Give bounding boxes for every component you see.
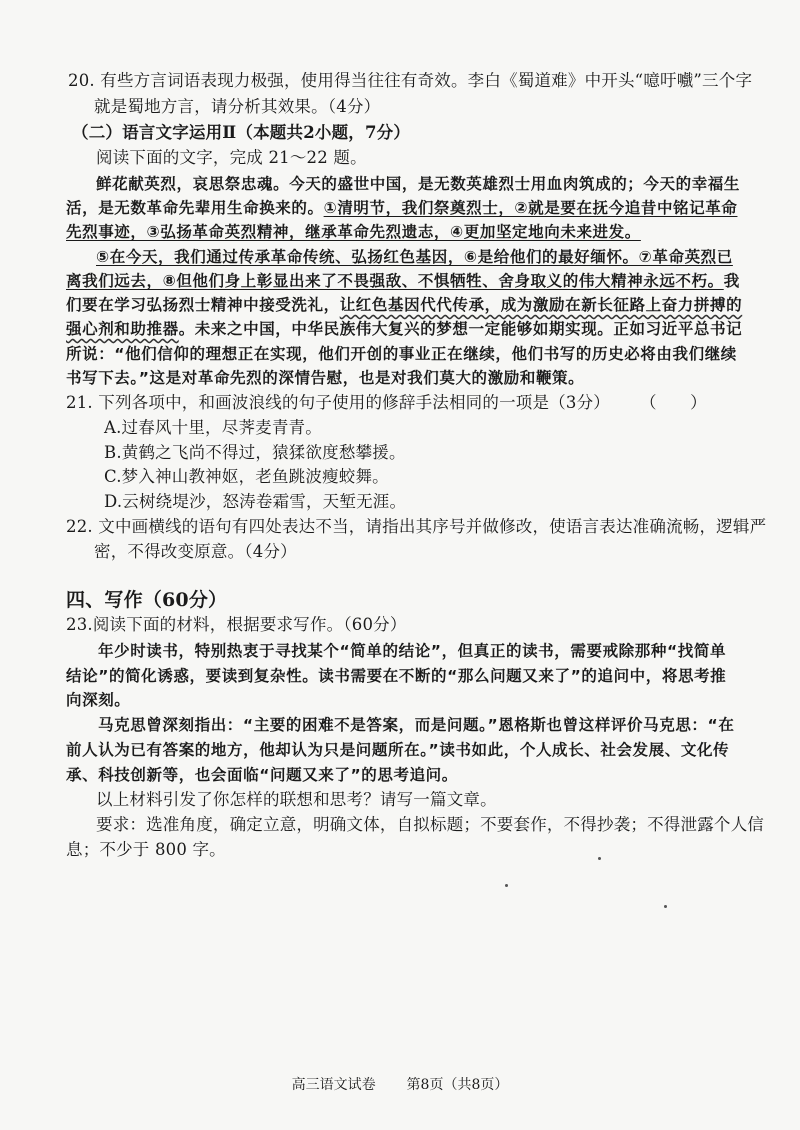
passage-p1-line-3 [66,221,641,243]
q21-option-d: D.云树绕堤沙，怒涛卷霜雪，天堑无涯。 [104,492,407,511]
material-p1-line-2: 结论”的简化诱惑，要读到复杂性。读书需要在不断的“那么问题又来了”的追问中，将思考推 [66,667,727,685]
passage-p2-line-6: 书写下去。”这是对革命先烈的深情告慰，也是对我们莫大的激励和鞭策。 [66,369,585,387]
passage-wavy-2: 强心剂和助推器 [66,320,179,338]
passage-underlined-2: 先烈事迹，③弘扬革命英烈精神，继承革命先烈遗志，④更加坚定地向未来进发。 [66,223,641,241]
passage-p1-line-2a: 活，是无数革命先辈用生命换来的。 [66,199,324,217]
material-p2-line-1: 马克思曾深刻指出：“主要的困难不是答案，而是问题。”恩格斯也曾这样评价马克思：“在 [98,716,735,734]
passage-underlined-4: 离我们远去，⑧但他们身上彰显出来了不畏强敌、不惧牺牲、舍身取义的伟大精神永远不朽。 [66,272,724,290]
footer-exam-title: 高三语文试卷 [291,1077,376,1093]
section-2-heading: （二）语言文字运用Ⅱ（本题共2小题，7分） [72,123,411,142]
writing-prompt: 以上材料引发了你怎样的联想和思考？请写一篇文章。 [96,790,497,809]
q21-option-a: A.过春风十里，尽荠麦青青。 [104,418,322,437]
writing-requirements-line-1: 要求：选准角度，确定立意，明确文体，自拟标题；不要套作，不得抄袭；不得泄露个人信 [96,815,764,834]
section-2-instruction: 阅读下面的文字，完成 21～22 题。 [96,148,367,167]
q21-option-c: C.梦入神山教神妪，老鱼跳波瘦蛟舞。 [104,467,389,486]
material-p2-line-3: 承、科技创新等，也会面临“问题又来了”的思考追问。 [66,766,458,784]
material-p1-line-1: 年少时读书，特别热衷于寻找某个“简单的结论”，但真正的读书，需要戒除那种“找简单 [98,642,727,660]
passage-p2-line-5: 所说：“他们信仰的理想正在实现，他们开创的事业正在继续，他们书写的历史必将由我们继续 [66,345,737,363]
passage-p1-line-2 [66,197,737,219]
passage-wavy-1: 让红色基因代代传承，成为激励在新长征路上奋力拼搏的 [339,296,743,314]
passage-p2-line-3 [66,294,742,316]
passage-p2-line-4 [66,318,742,340]
passage-p2-line-4b: 。未来之中国，中华民族伟大复兴的梦想一定能够如期实现。正如习近平总书记 [178,320,743,338]
q22-line-2: 密，不得改变原意。（4分） [94,542,297,561]
q22-line-1: 22. 文中画横线的语句有四处表达不当，请指出其序号并做修改，使语言表达准确流畅，逻辑严 [66,517,767,536]
q21-answer-paren: （ ） [640,393,707,412]
section-4-heading: 四、写作（60分） [66,589,228,611]
passage-p1-line-1: 鲜花献英烈，哀思祭忠魂。今天的盛世中国，是无数英雄烈士用血肉筑成的；今天的幸福生 [96,175,741,193]
scan-speck [598,857,601,860]
passage-p2-line-2b: 我 [723,272,740,290]
writing-requirements-line-2: 息；不少于 800 字。 [66,840,226,859]
q21-stem: 21. 下列各项中，和画波浪线的句子使用的修辞手法相同的一项是（3分） [66,393,610,412]
passage-underlined-3: ⑤在今天，我们通过传承革命传统、弘扬红色基因，⑥是给他们的最好缅怀。⑦革命英烈已 [96,248,733,266]
q20-line-1: 20. 有些方言词语表现力极强，使用得当往往有奇效。李白《蜀道难》中开头“噫吁嚱”三个字 [68,71,753,90]
page-footer [0,1074,800,1094]
q23-stem: 23.阅读下面的材料，根据要求写作。（60分） [66,615,407,634]
passage-underlined-1: ①清明节，我们祭奠烈士，②就是要在抚今追昔中铭记革命 [323,199,738,217]
scan-speck [505,884,508,887]
passage-p2-line-1 [96,246,733,268]
q21-option-b: B.黄鹤之飞尚不得过，猿猱欲度愁攀援。 [104,443,406,462]
material-p2-line-2: 前人认为已有答案的地方，他却认为只是问题所在。”读书如此，个人成长、社会发展、文化传 [66,741,730,759]
footer-page-number: 第8页（共8页） [406,1077,509,1093]
material-p1-line-3: 向深刻。 [66,691,131,709]
q20-line-2: 就是蜀地方言，请分析其效果。（4分） [94,97,381,116]
passage-p2-line-2 [66,270,740,292]
scan-speck [664,905,667,908]
passage-p2-line-3a: 们要在学习弘扬烈士精神中接受洗礼， [66,296,340,314]
